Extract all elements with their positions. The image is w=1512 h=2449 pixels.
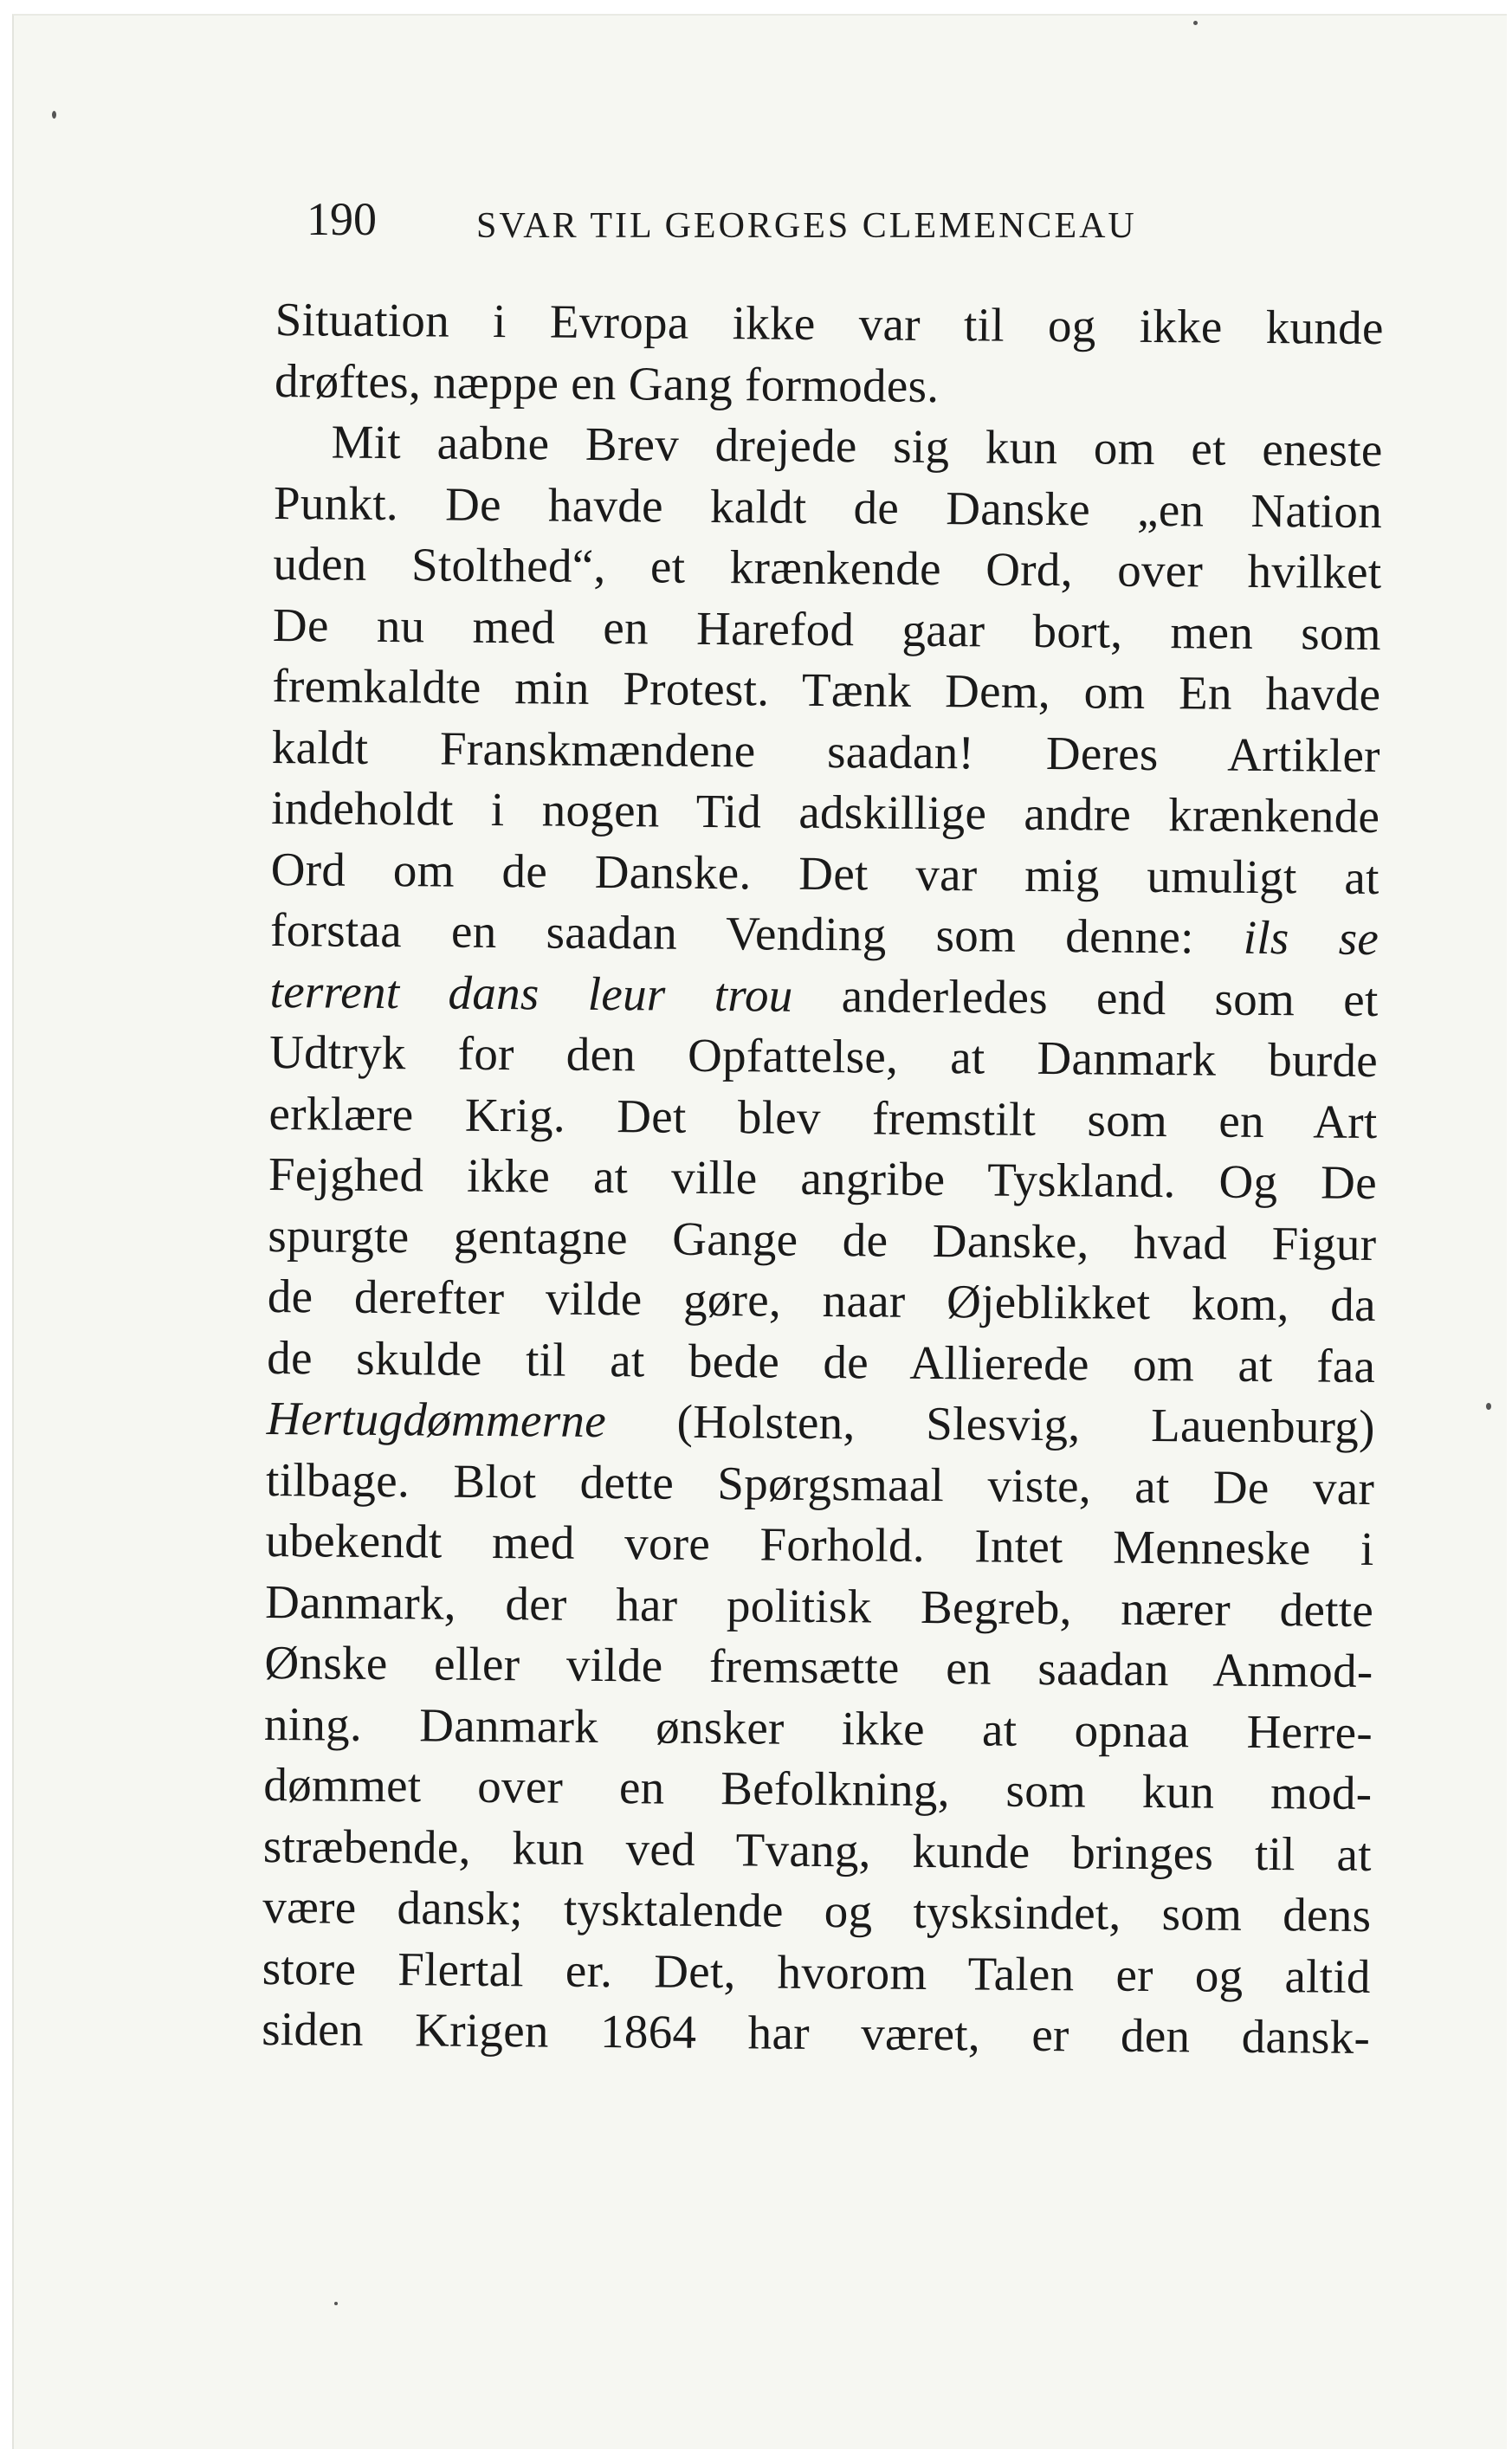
text-run: indeholdt i nogen Tid adskillige andre krænkende	[271, 780, 1380, 843]
text-line	[265, 1571, 1374, 1641]
text-line	[271, 778, 1380, 848]
text-line	[272, 716, 1381, 786]
text-run: Mit aabne Brev drejede sig kun om et eneste	[331, 415, 1383, 477]
text-run: erklære Krig. Det blev fremstilt som en Art	[268, 1086, 1378, 1148]
text-line	[269, 960, 1379, 1031]
italic-text: ils se	[1243, 910, 1380, 966]
italic-text: Hertugdømmerne	[266, 1391, 607, 1448]
text-run: tilbage. Blot dette Spørgsmaal viste, at De var	[265, 1452, 1375, 1515]
text-line	[274, 472, 1383, 542]
text-line	[263, 1815, 1373, 1885]
text-run: stræbende, kun ved Tvang, kunde bringes til at	[262, 1819, 1373, 1881]
text-run: dømmet over en Befolkning, som kun mod-	[263, 1757, 1373, 1819]
dust-speck	[1193, 21, 1198, 25]
text-run: fremkaldte min Protest. Tænk Dem, om En havde	[272, 658, 1381, 721]
text-run: (Holsten, Slesvig, Lauenburg)	[605, 1394, 1375, 1454]
text-run: være dansk; tysktalende og tysksindet, som dens	[262, 1879, 1372, 1942]
text-line	[275, 289, 1384, 359]
text-run: Situation i Evropa ikke var til og ikke kunde	[275, 292, 1384, 355]
italic-text: terrent dans leur trou	[269, 964, 793, 1022]
page-number: 190	[307, 193, 377, 245]
text-run: forstaa en saadan Vending som denne:	[269, 902, 1244, 964]
text-run: spurgte gentagne Gange de Danske, hvad Figur	[268, 1208, 1377, 1270]
text-run: Udtryk for den Opfattelse, at Danmark burde	[268, 1024, 1379, 1088]
text-line	[266, 1388, 1375, 1458]
page-header	[293, 189, 1367, 249]
dust-speck	[52, 111, 56, 119]
text-line	[273, 594, 1382, 664]
text-line	[263, 1754, 1373, 1825]
text-line	[267, 1327, 1376, 1397]
text-run: de skulde til at bede de Allierede om at faa	[267, 1330, 1376, 1393]
text-line	[270, 900, 1380, 970]
text-run: ubekendt med vore Forhold. Intet Menneske i	[265, 1513, 1374, 1576]
text-run: drøftes, næppe en Gang formodes.	[274, 353, 940, 412]
text-line	[268, 1082, 1378, 1153]
body-text	[262, 289, 1384, 2068]
text-line	[268, 1266, 1377, 1336]
text-run: Ord om de Danske. Det var mig umuligt at	[270, 842, 1380, 904]
text-run: kaldt Franskmændene saadan! Deres Artikler	[271, 720, 1381, 782]
text-line	[268, 1205, 1377, 1275]
text-line	[273, 533, 1382, 604]
text-line	[274, 411, 1383, 481]
text-line	[268, 1144, 1378, 1214]
text-line	[270, 838, 1380, 908]
text-run: ning. Danmark ønsker ikke at opnaa Herre-	[263, 1696, 1373, 1759]
text-run: Fejghed ikke at ville angribe Tyskland. Og De	[268, 1147, 1378, 1210]
text-line	[264, 1632, 1373, 1703]
text-run: Ønske eller vilde fremsætte en saadan Anmod-	[264, 1635, 1373, 1698]
text-run: siden Krigen 1864 har været, er den dansk-	[261, 2001, 1371, 2064]
dust-speck	[1486, 1403, 1491, 1410]
text-line	[266, 1449, 1375, 1519]
dust-speck	[334, 2302, 338, 2305]
text-line	[269, 1022, 1379, 1092]
text-run: store Flertal er. Det, hvorom Talen er og altid	[262, 1941, 1371, 2003]
text-line	[264, 1693, 1373, 1763]
text-run: De nu med en Harefod gaar bort, men som	[272, 598, 1382, 660]
text-run: anderledes end som et	[792, 968, 1379, 1026]
text-run: de derefter vilde gøre, naar Øjeblikket kom, da	[267, 1269, 1377, 1332]
text-line	[275, 350, 1384, 420]
text-run: Punkt. De havde kaldt de Danske „en Nation	[273, 475, 1383, 538]
running-head: SVAR TIL GEORGES CLEMENCEAU	[476, 206, 1137, 246]
text-line	[265, 1510, 1374, 1580]
text-line	[272, 656, 1381, 726]
text-run: Danmark, der har politisk Begreb, nærer dette	[264, 1574, 1374, 1637]
text-run: uden Stolthed“, et krænkende Ord, over hvilket	[273, 536, 1382, 599]
text-line	[262, 1877, 1372, 1947]
text-line	[262, 1999, 1371, 2069]
text-line	[262, 1937, 1371, 2007]
